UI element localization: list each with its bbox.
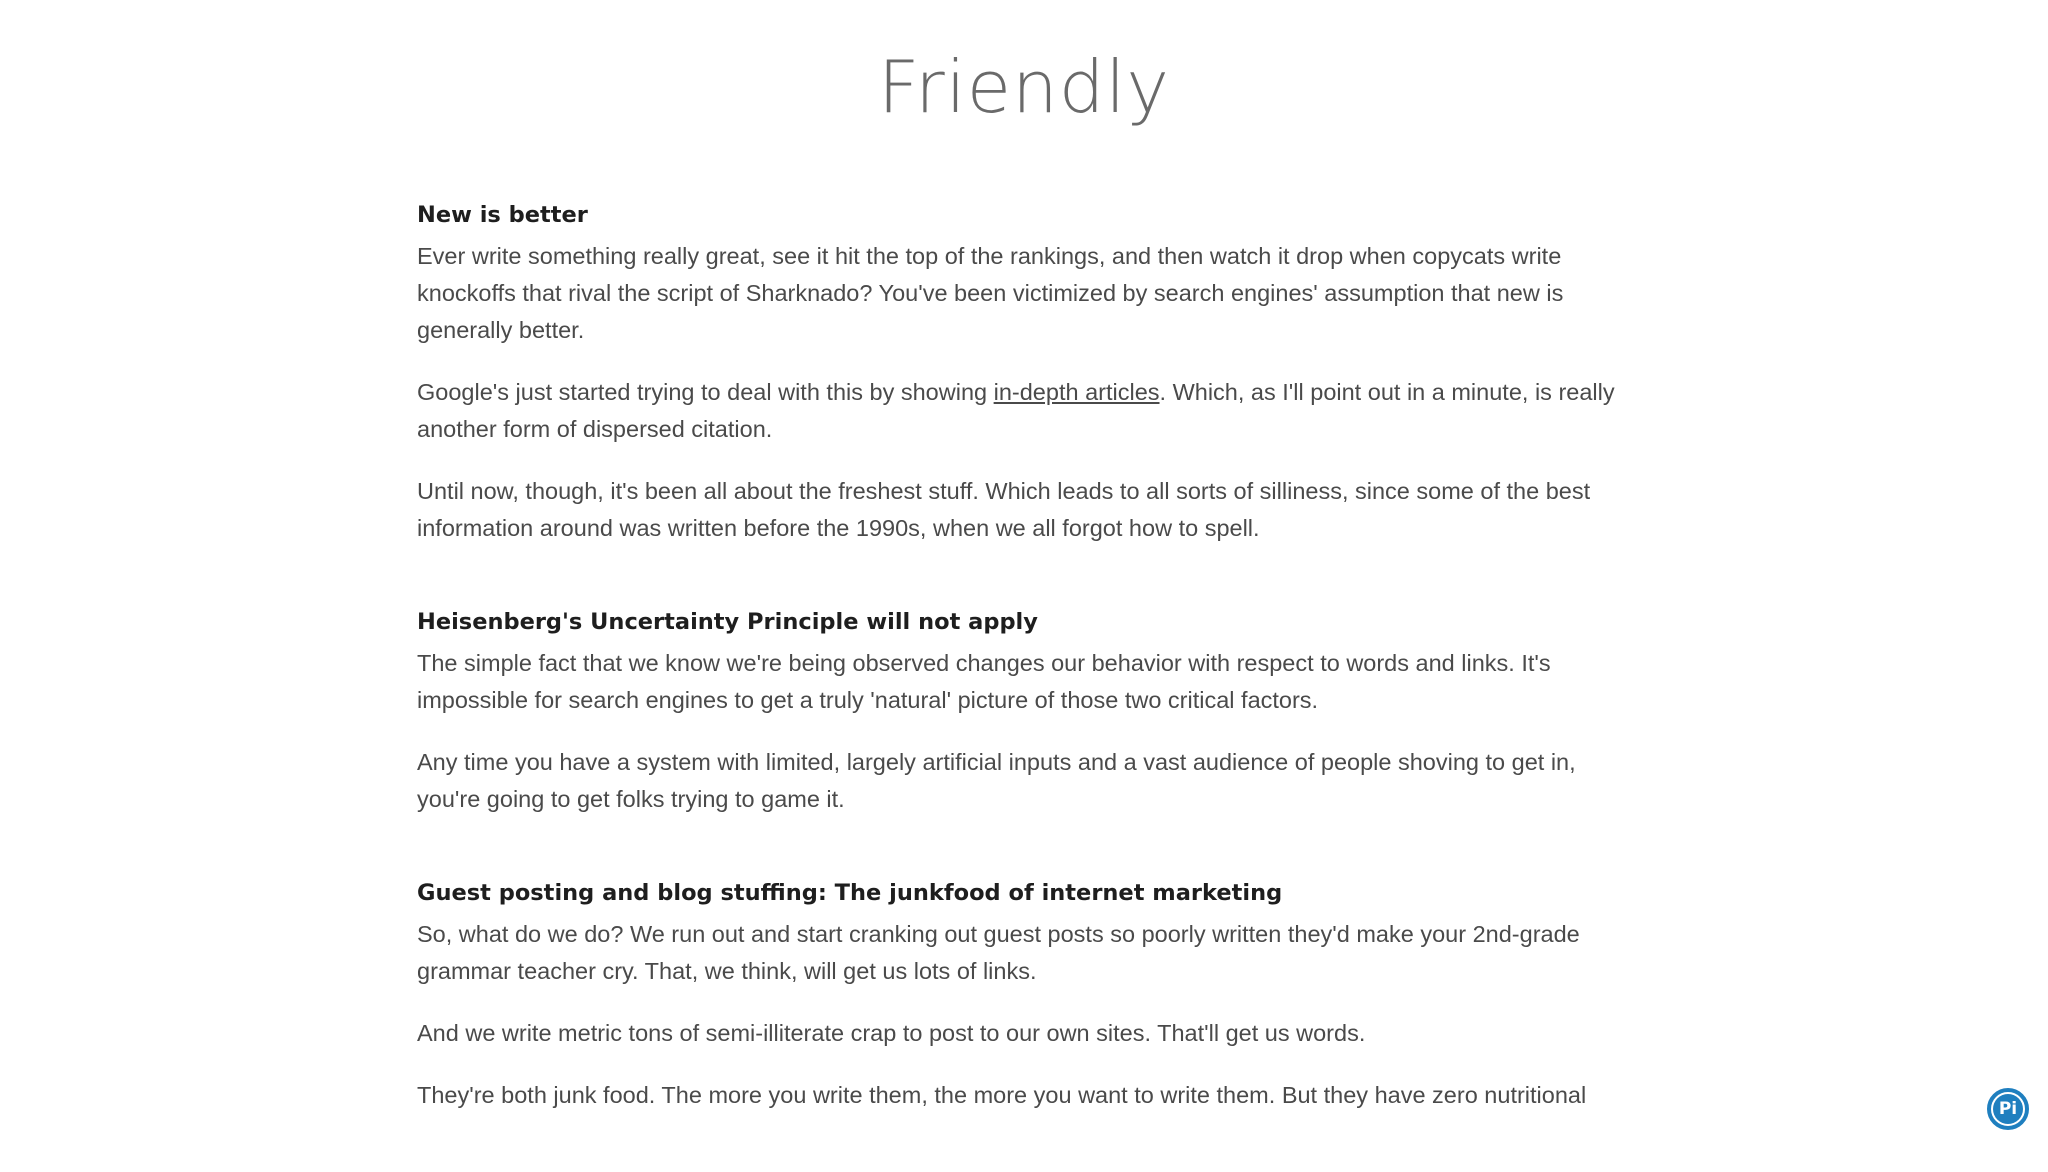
article-body bbox=[417, 198, 1622, 1172]
pi-badge-text: Pi bbox=[1993, 1094, 2023, 1124]
paragraph: And we write metric tons of semi-illiterate crap to post to our own sites. That'll get us words. bbox=[417, 1020, 1366, 1046]
paragraph: Ever write something really great, see it hit the top of the rankings, and then watch it drop when copycats write knockoffs that rival the script of Sharknado? You've been victimized by search engines' assumption that new is generally better. bbox=[417, 243, 1564, 343]
pi-logo-icon[interactable] bbox=[1987, 1088, 2029, 1130]
paragraph bbox=[417, 374, 1622, 448]
paragraph: The simple fact that we know we're being observed changes our behavior with respect to words and links. It's impossible for search engines to get a truly 'natural' picture of those two critical factors. bbox=[417, 650, 1551, 713]
section-guest-posting bbox=[417, 876, 1622, 1114]
paragraph: So, what do we do? We run out and start cranking out guest posts so poorly written they'd make your 2nd-grade grammar teacher cry. That, we think, will get us lots of links. bbox=[417, 921, 1580, 984]
section-heading: Heisenberg's Uncertainty Principle will not apply bbox=[417, 609, 1038, 635]
section-heisenberg bbox=[417, 605, 1622, 818]
page-title: Friendly bbox=[877, 45, 1171, 129]
paragraph: They're both junk food. The more you write them, the more you want to write them. But they have zero nutritional bbox=[417, 1082, 1587, 1108]
section-heading: New is better bbox=[417, 202, 588, 228]
paragraph-text: . Which, as I'll point out in a minute, is really another form of dispersed citation. bbox=[417, 379, 1615, 442]
section-new-is-better bbox=[417, 198, 1622, 547]
paragraph-text: Google's just started trying to deal with this by showing bbox=[417, 379, 994, 405]
paragraph: Any time you have a system with limited, largely artificial inputs and a vast audience of people shoving to get in, you're going to get folks trying to game it. bbox=[417, 749, 1576, 812]
paragraph: Until now, though, it's been all about the freshest stuff. Which leads to all sorts of silliness, since some of the best information around was written before the 1990s, when we all forgot how to spell. bbox=[417, 478, 1591, 541]
in-depth-articles-link[interactable]: in-depth articles bbox=[993, 379, 1160, 405]
section-heading: Guest posting and blog stuffing: The junkfood of internet marketing bbox=[417, 880, 1283, 906]
